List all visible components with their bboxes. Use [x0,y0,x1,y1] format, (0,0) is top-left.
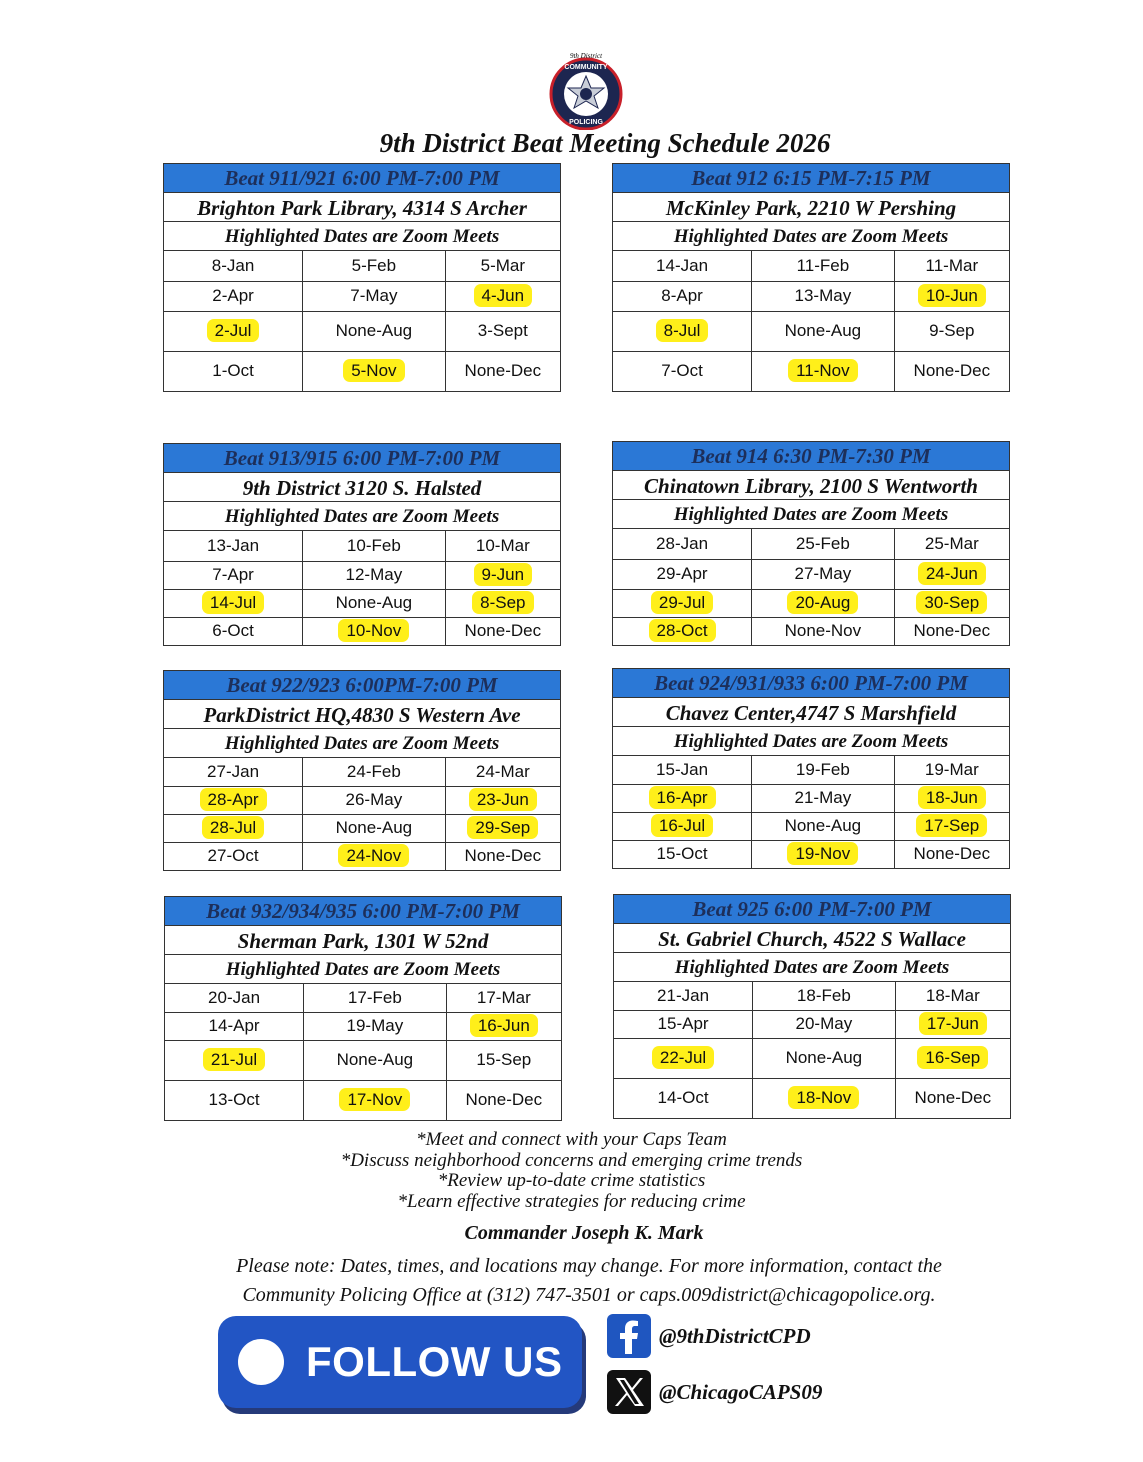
beat-location: Sherman Park, 1301 W 52nd [165,926,561,955]
table-row [165,984,561,1012]
date-cell [303,842,446,870]
meeting-date: 21-May [794,788,852,807]
zoom-note: Highlighted Dates are Zoom Meets [614,953,1010,982]
meeting-date: 19-May [346,1016,404,1035]
meeting-date: 15-Sep [476,1050,532,1069]
zoom-meeting-date: 16-Jun [470,1014,538,1037]
date-cell [753,1038,896,1078]
date-cell [165,1012,304,1040]
meeting-date: 18-Mar [925,985,980,1005]
date-cell [613,559,752,589]
meeting-date: 11-Feb [796,255,850,275]
beat-header: Beat 913/915 6:00 PM-7:00 PM [164,444,560,473]
table-row [164,786,560,814]
zoom-meeting-date: 11-Nov [788,359,858,382]
table-row [164,531,560,561]
table-row [613,617,1009,645]
meeting-date: 5-Feb [351,255,397,275]
date-cell [303,311,446,351]
date-cell [303,786,446,814]
zoom-meeting-date: 22-Jul [652,1046,714,1069]
date-cell [894,311,1009,351]
date-cell [164,786,303,814]
meeting-date: 20-May [795,1014,853,1033]
table-row [613,529,1009,559]
zoom-meeting-date: 8-Jul [656,319,709,342]
date-cell [613,311,752,351]
zoom-meeting-date: 18-Jun [918,786,986,809]
beat-schedule-card [612,668,1010,869]
table-row [613,784,1009,812]
table-row [164,251,560,281]
date-cell [445,251,560,281]
meeting-date: 19-Feb [795,759,850,779]
meeting-date: 10-Mar [475,535,530,555]
meeting-date: None-Dec [913,844,991,864]
table-row [613,281,1009,311]
date-cell [164,814,303,842]
x-icon [607,1370,651,1414]
meeting-date: 9-Sep [929,321,975,340]
date-cell [752,529,895,559]
date-cell [303,589,446,617]
meeting-date: None-Aug [335,593,413,612]
zoom-meeting-date: 17-Sep [916,814,987,837]
beat-header: Beat 912 6:15 PM-7:15 PM [613,164,1009,193]
zoom-meeting-date: 24-Jun [918,562,986,585]
date-cell [164,758,303,786]
meeting-date: None-Dec [465,1090,543,1110]
date-cell [613,756,752,784]
zoom-meeting-date: 19-Nov [787,842,858,865]
follow-us-label: FOLLOW US [306,1338,563,1385]
beat-header: Beat 914 6:30 PM-7:30 PM [613,442,1009,471]
zoom-note: Highlighted Dates are Zoom Meets [613,222,1009,251]
table-row [165,1012,561,1040]
date-cell [894,251,1009,281]
date-cell [752,589,895,617]
meeting-date: None-Aug [335,321,413,340]
table-row [164,281,560,311]
table-row [164,814,560,842]
dates-table [613,251,1009,391]
zoom-meeting-date: 10-Nov [338,619,409,642]
logo-ring-text: COMMUNITY [564,64,608,71]
beat-schedule-card [612,441,1010,646]
date-cell [613,251,752,281]
date-cell [165,984,304,1012]
date-cell [446,1040,561,1080]
table-row [164,589,560,617]
date-cell [303,814,446,842]
beat-schedule-card [163,443,561,646]
date-cell [445,311,560,351]
meeting-date: None-Aug [336,1050,414,1069]
beat-schedule-card [612,163,1010,392]
date-cell [445,281,560,311]
date-cell [752,559,895,589]
date-cell [614,1038,753,1078]
date-cell [164,311,303,351]
dates-table [164,251,560,391]
date-cell [752,281,895,311]
date-cell [894,784,1009,812]
meeting-date: 15-Oct [656,844,708,864]
meeting-date: 5-Mar [480,255,526,275]
table-row [164,842,560,870]
meeting-date: 15-Apr [657,1014,709,1033]
table-row [613,812,1009,840]
follow-us-button[interactable] [218,1316,582,1408]
date-cell [304,984,447,1012]
date-cell [303,617,446,645]
date-cell [304,1012,447,1040]
meeting-date: 24-Mar [475,761,530,781]
date-cell [445,561,560,589]
beat-header: Beat 932/934/935 6:00 PM-7:00 PM [165,897,561,926]
zoom-meeting-date: 14-Jul [202,591,264,614]
table-row [164,758,560,786]
meeting-date: 21-Jan [657,985,710,1005]
date-cell [304,1080,447,1120]
zoom-note: Highlighted Dates are Zoom Meets [164,222,560,251]
date-cell [303,281,446,311]
date-cell [303,758,446,786]
meeting-date: 14-Jan [656,255,709,275]
dates-table [164,531,560,645]
date-cell [446,984,561,1012]
zoom-meeting-date: 16-Jul [651,814,713,837]
date-cell [446,1080,561,1120]
zoom-note: Highlighted Dates are Zoom Meets [613,500,1009,529]
date-cell [445,758,560,786]
date-cell [752,840,895,868]
table-row [614,1038,1010,1078]
meeting-date: 25-Mar [924,533,979,553]
meeting-date: 17-Feb [347,987,402,1007]
meeting-date: 29-Apr [656,564,708,583]
zoom-note: Highlighted Dates are Zoom Meets [165,955,561,984]
date-cell [164,281,303,311]
zoom-meeting-date: 29-Sep [467,816,538,839]
date-cell [445,617,560,645]
zoom-meeting-date: 9-Jun [474,563,533,586]
table-row [613,351,1009,391]
meeting-date: None-Dec [464,361,542,381]
date-cell [303,351,446,391]
table-row [613,589,1009,617]
date-cell [752,251,895,281]
dates-table [614,982,1010,1118]
beat-header: Beat 911/921 6:00 PM-7:00 PM [164,164,560,193]
zoom-meeting-date: 16-Apr [649,786,716,809]
benefit-item: *Review up-to-date crime statistics [437,1170,706,1191]
date-cell [165,1080,304,1120]
community-policing-logo [548,50,624,130]
date-cell [894,617,1009,645]
table-row [614,1010,1010,1038]
meeting-date: 19-Mar [924,759,979,779]
date-cell [894,589,1009,617]
date-cell [165,1040,304,1080]
date-cell [894,840,1009,868]
date-cell [895,1010,1010,1038]
date-cell [752,351,895,391]
meeting-date: None-Aug [784,321,862,340]
date-cell [164,531,303,561]
date-cell [613,617,752,645]
table-row [613,311,1009,351]
meeting-date: None-Aug [785,1048,863,1067]
meeting-date: 2-Apr [212,286,254,305]
contact-note [0,1252,1143,1310]
dates-table [165,984,561,1120]
date-cell [894,756,1009,784]
meeting-date: None-Dec [913,361,991,381]
table-row [614,1078,1010,1118]
meeting-date: 12-May [345,565,403,584]
date-cell [895,982,1010,1010]
meeting-date: 3-Sept [477,321,528,340]
meeting-date: None-Dec [464,621,542,641]
date-cell [613,281,752,311]
meeting-date: 1-Oct [212,361,254,381]
beat-location: 9th District 3120 S. Halsted [164,473,560,502]
date-cell [614,982,753,1010]
table-row [613,251,1009,281]
meeting-date: None-Dec [913,621,991,641]
benefit-item: *Meet and connect with your Caps Team [416,1129,727,1150]
meeting-date: 17-Mar [476,987,531,1007]
beat-schedule-card [613,894,1011,1119]
beat-header: Beat 924/931/933 6:00 PM-7:00 PM [613,669,1009,698]
date-cell [753,1078,896,1118]
zoom-meeting-date: 5-Nov [343,359,404,382]
date-cell [614,1010,753,1038]
table-row [613,840,1009,868]
date-cell [614,1078,753,1118]
date-cell [164,589,303,617]
zoom-note: Highlighted Dates are Zoom Meets [164,502,560,531]
date-cell [895,1038,1010,1078]
meeting-date: None-Aug [335,818,413,837]
meeting-date: 25-Feb [795,533,850,553]
table-row [613,559,1009,589]
table-row [164,311,560,351]
zoom-meeting-date: 2-Jul [207,319,260,342]
date-cell [613,529,752,559]
zoom-meeting-date: 23-Jun [469,788,537,811]
zoom-meeting-date: 30-Sep [916,591,987,614]
date-cell [895,1078,1010,1118]
logo-top-text: 9th District [569,52,603,60]
circle-icon [238,1339,284,1385]
table-row [164,617,560,645]
zoom-meeting-date: 10-Jun [918,284,986,307]
date-cell [894,559,1009,589]
dates-table [164,758,560,870]
zoom-meeting-date: 28-Jul [202,816,264,839]
x-handle: @ChicagoCAPS09 [659,1379,823,1404]
meeting-date: None-Nov [784,621,862,641]
zoom-note: Highlighted Dates are Zoom Meets [613,727,1009,756]
beat-header: Beat 922/923 6:00PM-7:00 PM [164,671,560,700]
meeting-date: 7-Oct [661,361,703,381]
contact-note-line: Community Policing Office at (312) 747-3501 or caps.009district@chicagopolice.org. [242,1284,936,1306]
zoom-meeting-date: 28-Oct [649,619,716,642]
date-cell [164,351,303,391]
date-cell [164,842,303,870]
beat-location: McKinley Park, 2210 W Pershing [613,193,1009,222]
date-cell [304,1040,447,1080]
date-cell [752,756,895,784]
meeting-date: 7-Apr [212,565,254,584]
date-cell [613,784,752,812]
date-cell [164,561,303,589]
date-cell [164,617,303,645]
date-cell [445,842,560,870]
facebook-link[interactable] [607,1314,811,1358]
meeting-date: 14-Apr [208,1016,260,1035]
date-cell [752,617,895,645]
date-cell [894,529,1009,559]
date-cell [894,812,1009,840]
meeting-date: None-Aug [784,816,862,835]
table-row [613,756,1009,784]
meeting-date: 14-Oct [657,1088,709,1108]
logo-bottom-text: POLICING [569,119,603,126]
meeting-date: 24-Feb [346,761,401,781]
meeting-date: 15-Jan [656,759,709,779]
date-cell [445,589,560,617]
meeting-date: 28-Jan [656,533,709,553]
beat-schedule-card [163,670,561,871]
meeting-date: 27-Oct [207,846,259,866]
date-cell [752,311,895,351]
date-cell [303,531,446,561]
meeting-date: 18-Feb [796,985,851,1005]
facebook-icon [607,1314,651,1358]
meeting-date: None-Dec [914,1088,992,1108]
page-title: 9th District Beat Meeting Schedule 2026 [379,128,831,158]
date-cell [753,982,896,1010]
date-cell [303,561,446,589]
meeting-date: 26-May [345,790,403,809]
date-cell [752,812,895,840]
table-row [165,1080,561,1120]
meeting-date: 10-Feb [346,535,401,555]
zoom-meeting-date: 8-Sep [472,591,533,614]
zoom-meeting-date: 24-Nov [338,844,409,867]
beat-location: Brighton Park Library, 4314 S Archer [164,193,560,222]
dates-table [613,756,1009,868]
zoom-note: Highlighted Dates are Zoom Meets [164,729,560,758]
date-cell [752,784,895,812]
beat-schedule-card [163,163,561,392]
meeting-date: 7-May [350,286,398,305]
beat-location: Chavez Center,4747 S Marshfield [613,698,1009,727]
date-cell [445,786,560,814]
benefit-item: *Discuss neighborhood concerns and emerging crime trends [340,1149,803,1171]
date-cell [303,251,446,281]
date-cell [894,281,1009,311]
beat-location: St. Gabriel Church, 4522 S Wallace [614,924,1010,953]
table-row [164,351,560,391]
benefit-item: *Learn effective strategies for reducing crime [397,1190,746,1212]
beat-location: ParkDistrict HQ,4830 S Western Ave [164,700,560,729]
table-row [164,561,560,589]
meeting-date: 13-Oct [208,1090,260,1110]
meeting-date: 11-Mar [925,255,979,275]
zoom-meeting-date: 21-Jul [203,1048,265,1071]
table-row [165,1040,561,1080]
zoom-meeting-date: 20-Aug [787,591,858,614]
table-row [614,982,1010,1010]
meeting-date: 27-May [794,564,852,583]
date-cell [446,1012,561,1040]
meeting-date: 13-May [794,286,852,305]
beat-header: Beat 925 6:00 PM-7:00 PM [614,895,1010,924]
date-cell [894,351,1009,391]
date-cell [753,1010,896,1038]
date-cell [613,812,752,840]
date-cell [613,840,752,868]
zoom-meeting-date: 17-Jun [919,1012,987,1035]
meeting-date: 8-Jan [211,255,255,275]
zoom-meeting-date: 16-Sep [917,1046,988,1069]
zoom-meeting-date: 18-Nov [788,1086,859,1109]
commander-name: Commander Joseph K. Mark [464,1222,704,1244]
zoom-meeting-date: 29-Jul [651,591,713,614]
date-cell [613,589,752,617]
facebook-handle: @9thDistrictCPD [659,1323,811,1348]
x-link[interactable] [607,1370,822,1414]
beat-location: Chinatown Library, 2100 S Wentworth [613,471,1009,500]
zoom-meeting-date: 28-Apr [200,788,267,811]
dates-table [613,529,1009,645]
date-cell [613,351,752,391]
date-cell [445,814,560,842]
zoom-meeting-date: 17-Nov [339,1088,410,1111]
meeting-date: 27-Jan [207,761,260,781]
contact-note-line: Please note: Dates, times, and locations may change. For more information, contact the [236,1255,942,1277]
date-cell [164,251,303,281]
date-cell [445,351,560,391]
benefits-list [0,1130,1143,1212]
zoom-meeting-date: 4-Jun [474,284,533,307]
meeting-date: 20-Jan [208,987,261,1007]
beat-schedule-card [164,896,562,1121]
meeting-date: 8-Apr [661,286,703,305]
meeting-date: 13-Jan [207,535,260,555]
meeting-date: None-Dec [464,846,542,866]
meeting-date: 6-Oct [212,621,254,641]
date-cell [445,531,560,561]
